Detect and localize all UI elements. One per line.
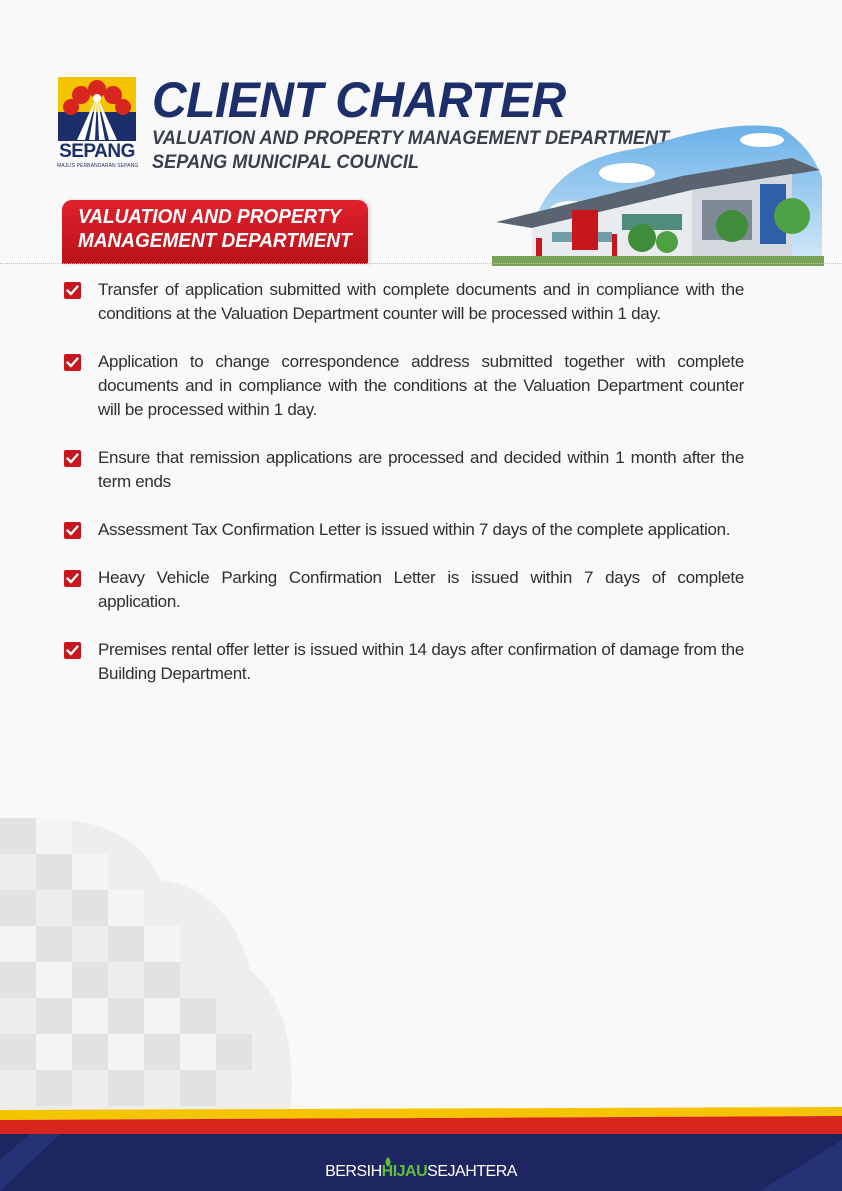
charter-item <box>64 518 744 542</box>
slogan-bersih: BERSIH <box>325 1163 382 1180</box>
department-subtitle: VALUATION AND PROPERTY MANAGEMENT DEPARTMENT <box>152 127 670 149</box>
charter-list <box>64 278 744 710</box>
checked-box-icon <box>64 282 81 299</box>
charter-item <box>64 638 744 686</box>
banner-line-1: VALUATION AND PROPERTY <box>78 206 342 228</box>
charter-item-text: Heavy Vehicle Parking Confirmation Letter is issued within 7 days of complete application. <box>98 568 744 611</box>
checked-box-icon <box>64 642 81 659</box>
logo-subtext: MAJLIS PERBANDARAN SEPANG <box>57 163 139 169</box>
charter-item <box>64 350 744 422</box>
department-banner <box>62 200 368 264</box>
checked-box-icon <box>64 354 81 371</box>
council-building-illustration <box>492 118 824 266</box>
charter-item-text: Ensure that remission applications are processed and decided within 1 month after the term ends <box>98 448 744 491</box>
header-divider <box>0 263 842 264</box>
charter-item-text: Transfer of application submitted with complete documents and in compliance with the conditions at the Valuation Department counter will be processed within 1 day. <box>98 280 744 323</box>
banner-line-2: MANAGEMENT DEPARTMENT <box>78 230 352 252</box>
decorative-mosaic <box>0 800 330 1120</box>
slogan-sejahtera: SEJAHTERA <box>427 1163 517 1180</box>
charter-item-text: Application to change correspondence address submitted together with complete documents and in compliance with the conditions at the Valuation Department counter will be processed within 1 day. <box>98 352 744 419</box>
sepang-crest-icon <box>57 76 137 142</box>
logo-wordmark: SEPANG <box>59 141 135 162</box>
charter-item <box>64 446 744 494</box>
checked-box-icon <box>64 570 81 587</box>
charter-item-text: Premises rental offer letter is issued within 14 days after confirmation of damage from the Building Department. <box>98 640 744 683</box>
footer-slogan <box>0 1156 842 1181</box>
checked-box-icon <box>64 522 81 539</box>
slogan-hijau-text: HIJAU <box>381 1163 428 1180</box>
charter-item-text: Assessment Tax Confirmation Letter is issued within 7 days of the complete application. <box>98 520 731 539</box>
page-title: CLIENT CHARTER <box>152 72 566 128</box>
council-subtitle: SEPANG MUNICIPAL COUNCIL <box>152 151 419 173</box>
charter-item <box>64 278 744 326</box>
checked-box-icon <box>64 450 81 467</box>
charter-item <box>64 566 744 614</box>
sepang-logo <box>57 76 137 172</box>
slogan-hijau <box>382 1163 428 1180</box>
